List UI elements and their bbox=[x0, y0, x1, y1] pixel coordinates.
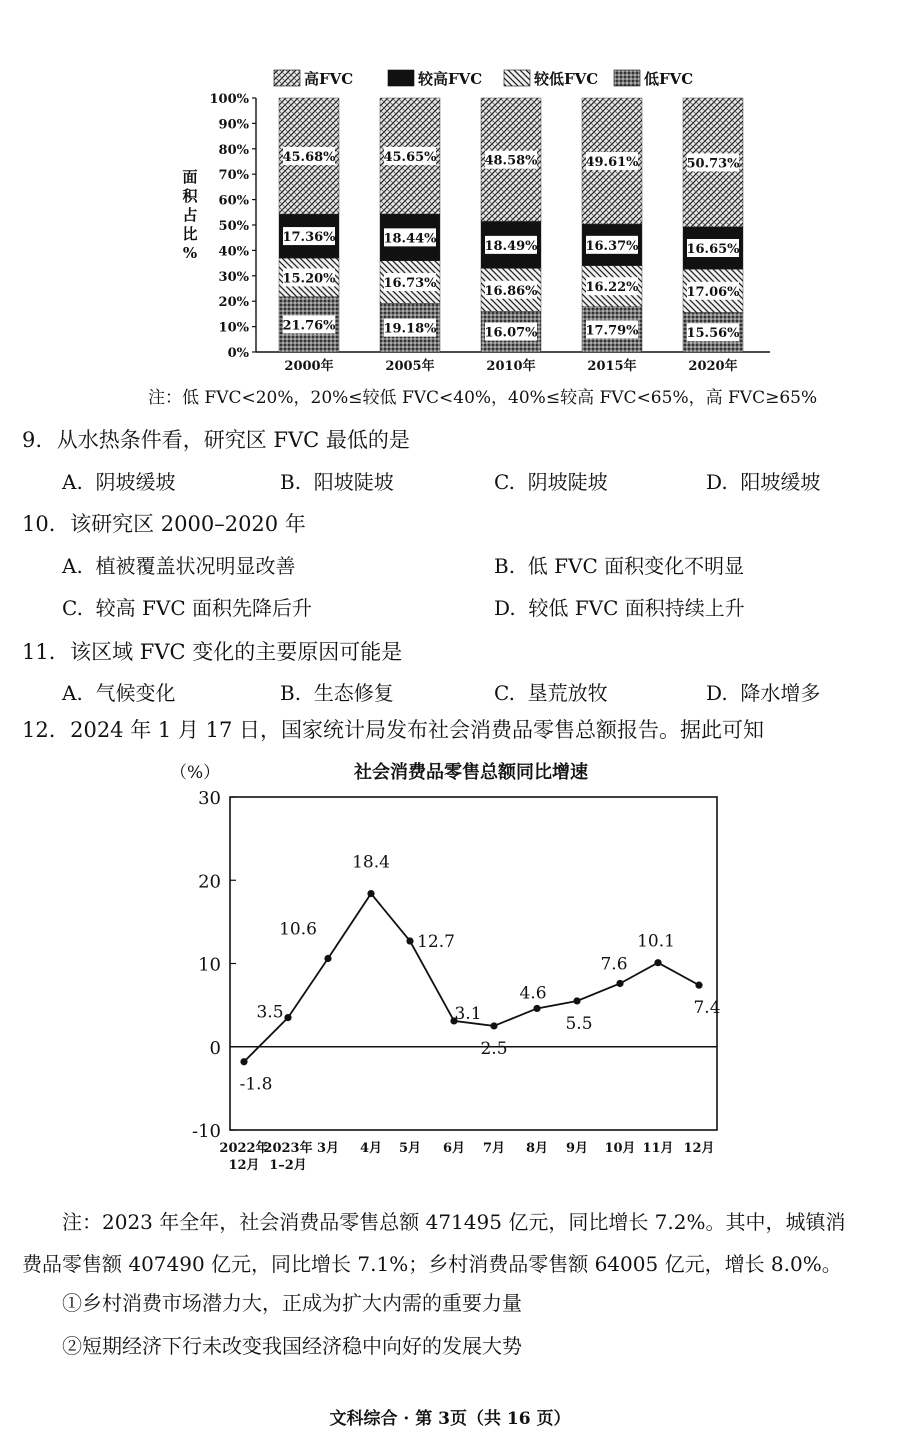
x-tick-label: 11月 bbox=[642, 1141, 674, 1156]
legend-swatch-medium-high bbox=[388, 70, 414, 86]
option-text: 阴坡缓坡 bbox=[95, 470, 176, 494]
q10-option-b[interactable] bbox=[494, 550, 744, 579]
y-label-char: 积 bbox=[182, 187, 198, 205]
data-label: 12.7 bbox=[417, 932, 455, 953]
y-tick-label: 90% bbox=[218, 117, 249, 133]
data-points bbox=[240, 890, 702, 1065]
q11-option-c[interactable] bbox=[494, 677, 608, 706]
x-tick-label: 2022年 bbox=[219, 1141, 269, 1156]
x-axis-ticks bbox=[284, 358, 737, 374]
statement-2: ②短期经济下行未改变我国经济稳中向好的发展大势 bbox=[62, 1334, 522, 1358]
x-tick-label: 2005年 bbox=[385, 359, 435, 374]
bar-data-label: 16.07% bbox=[484, 325, 538, 341]
option-text: 较低 FVC 面积持续上升 bbox=[528, 596, 745, 620]
option-letter: D. bbox=[706, 470, 728, 494]
y-tick-label: -10 bbox=[192, 1121, 221, 1142]
y-label-char: % bbox=[182, 244, 198, 262]
legend-item-low bbox=[614, 70, 693, 88]
fvc-stacked-bar-chart bbox=[0, 0, 900, 400]
q10-option-a[interactable] bbox=[62, 550, 296, 579]
q9-option-b[interactable] bbox=[280, 466, 394, 495]
note2-line2: 费品零售额 407490 亿元，同比增长 7.1%；乡村消费品零售额 64005 亿元，增长 8.0%。 bbox=[22, 1252, 842, 1276]
legend-swatch-low bbox=[614, 70, 640, 86]
question-number: 12. bbox=[22, 718, 56, 742]
bar-data-label: 50.73% bbox=[686, 156, 740, 172]
data-label: 10.1 bbox=[637, 931, 675, 952]
y-tick-label: 0% bbox=[227, 346, 249, 361]
data-point bbox=[654, 959, 661, 966]
option-letter: C. bbox=[62, 596, 83, 620]
option-letter: D. bbox=[494, 596, 516, 620]
option-letter: C. bbox=[494, 470, 515, 494]
option-text: 降水增多 bbox=[740, 681, 821, 705]
question-stem: 2024 年 1 月 17 日，国家统计局发布社会消费品零售总额报告。据此可知 bbox=[70, 718, 764, 742]
bar-data-label: 16.86% bbox=[484, 283, 538, 299]
data-label: 18.4 bbox=[352, 852, 390, 873]
x-tick-label: 1–2月 bbox=[269, 1158, 307, 1173]
x-tick-label: 2020年 bbox=[688, 359, 738, 374]
y-tick-label: 100% bbox=[209, 92, 249, 107]
legend-label-medium-high: 较高FVC bbox=[418, 70, 483, 88]
q9-option-a[interactable] bbox=[62, 466, 176, 495]
q9-option-d[interactable] bbox=[706, 466, 820, 495]
q11-option-a[interactable] bbox=[62, 677, 176, 706]
legend-label-high: 高FVC bbox=[304, 70, 354, 88]
x-tick-label: 2015年 bbox=[587, 359, 637, 374]
option-letter: A. bbox=[62, 681, 83, 705]
data-point bbox=[533, 1005, 540, 1012]
data-label: -1.8 bbox=[239, 1074, 273, 1095]
y-tick-label: 30 bbox=[198, 788, 221, 809]
bar-data-label: 48.58% bbox=[484, 153, 538, 169]
statement-1: ①乡村消费市场潜力大，正成为扩大内需的重要力量 bbox=[62, 1291, 522, 1315]
bar-data-label: 16.22% bbox=[585, 280, 639, 296]
y-tick-label: 0 bbox=[209, 1037, 221, 1059]
bar-data-label: 17.06% bbox=[686, 284, 740, 300]
option-letter: D. bbox=[706, 681, 728, 705]
option-text: 垦荒放牧 bbox=[527, 681, 608, 705]
data-label: 10.6 bbox=[279, 919, 317, 940]
fvc-legend bbox=[274, 70, 693, 88]
legend-swatch-high bbox=[274, 70, 300, 86]
y-tick-label: 80% bbox=[218, 142, 249, 158]
bar-data-label: 16.37% bbox=[585, 238, 639, 254]
bar-data-label: 17.36% bbox=[282, 230, 336, 246]
option-text: 阴坡陡坡 bbox=[527, 470, 608, 494]
data-point bbox=[490, 1022, 497, 1029]
bar-data-label: 18.49% bbox=[484, 238, 538, 254]
y-axis-label bbox=[182, 168, 198, 262]
question-number: 10. bbox=[22, 512, 56, 536]
bar-data-label: 45.65% bbox=[383, 149, 437, 165]
legend-item-medium-high bbox=[388, 70, 482, 88]
bar-data-label: 16.73% bbox=[383, 276, 437, 292]
data-point bbox=[284, 1014, 291, 1021]
option-letter: B. bbox=[280, 470, 302, 494]
x-tick-label: 2010年 bbox=[486, 359, 536, 374]
x-tick-label: 12月 bbox=[683, 1141, 715, 1156]
x-tick-label: 3月 bbox=[316, 1141, 340, 1156]
y-label-char: 比 bbox=[182, 225, 198, 243]
note2-line1: 注：2023 年全年，社会消费品零售总额 471495 亿元，同比增长 7.2%。其中，城镇消 bbox=[62, 1210, 846, 1234]
y-axis-ticks bbox=[210, 92, 257, 361]
retail-growth-line-chart bbox=[0, 750, 900, 1180]
x-tick-label: 10月 bbox=[604, 1141, 636, 1156]
x-tick-label: 5月 bbox=[398, 1141, 422, 1156]
data-point bbox=[695, 982, 702, 989]
question-12 bbox=[22, 714, 764, 744]
question-number: 9. bbox=[22, 428, 43, 452]
bars bbox=[279, 98, 743, 352]
legend-swatch-medium-low bbox=[504, 70, 530, 86]
bar-data-label: 18.44% bbox=[383, 231, 437, 247]
x-tick-label: 2000年 bbox=[284, 359, 334, 374]
y-tick-label: 40% bbox=[218, 244, 249, 260]
chart-title: 社会消费品零售总额同比增速 bbox=[354, 762, 588, 783]
data-labels bbox=[240, 853, 721, 1095]
bar-data-label: 15.20% bbox=[282, 271, 336, 287]
y-label-char: 占 bbox=[182, 206, 198, 224]
bar-data-label: 15.56% bbox=[686, 326, 740, 342]
q11-option-d[interactable] bbox=[706, 677, 820, 706]
q9-option-c[interactable] bbox=[494, 466, 608, 495]
bar-data-label: 16.65% bbox=[686, 241, 740, 257]
y-label-char: 面 bbox=[182, 168, 198, 186]
y-tick-label: 10% bbox=[218, 320, 249, 336]
data-point bbox=[406, 937, 413, 944]
x-tick-label: 6月 bbox=[442, 1141, 466, 1156]
legend-label-medium-low: 较低FVC bbox=[534, 70, 599, 88]
legend-label-low: 低FVC bbox=[644, 70, 694, 88]
question-9 bbox=[22, 424, 410, 454]
x-tick-label: 4月 bbox=[359, 1141, 383, 1156]
option-text: 阳坡缓坡 bbox=[740, 470, 821, 494]
question-number: 11. bbox=[22, 640, 56, 664]
data-label: 3.5 bbox=[256, 1002, 284, 1023]
x-tick-label: 12月 bbox=[228, 1158, 260, 1173]
page-footer: 文科综合 · 第 3页（共 16 页） bbox=[329, 1409, 571, 1429]
bar-data-label: 19.18% bbox=[383, 321, 437, 337]
data-label: 4.6 bbox=[519, 983, 547, 1004]
option-text: 较高 FVC 面积先降后升 bbox=[95, 596, 313, 620]
option-text: 低 FVC 面积变化不明显 bbox=[527, 554, 745, 578]
data-label: 5.5 bbox=[565, 1013, 593, 1034]
y-tick-label: 30% bbox=[218, 269, 249, 285]
option-text: 阳坡陡坡 bbox=[313, 470, 394, 494]
x-axis-ticks bbox=[219, 1140, 714, 1173]
data-label: 2.5 bbox=[480, 1038, 508, 1059]
data-label: 7.6 bbox=[600, 954, 628, 975]
option-text: 气候变化 bbox=[95, 681, 176, 705]
y-tick-label: 60% bbox=[218, 193, 249, 209]
option-letter: A. bbox=[62, 554, 83, 578]
x-tick-label: 9月 bbox=[565, 1141, 589, 1156]
question-stem: 该研究区 2000–2020 年 bbox=[70, 512, 306, 536]
fvc-note: 注：低 FVC<20%，20%≤较低 FVC<40%，40%≤较高 FVC<65%，高 FVC≥65% bbox=[148, 388, 818, 408]
legend-item-high bbox=[274, 70, 353, 88]
x-tick-label: 7月 bbox=[482, 1141, 506, 1156]
x-tick-label: 2023年 bbox=[263, 1141, 313, 1156]
data-point bbox=[573, 997, 580, 1004]
x-tick-label: 8月 bbox=[525, 1141, 549, 1156]
bar-data-label: 21.76% bbox=[282, 318, 336, 334]
y-tick-label: 10 bbox=[198, 954, 221, 976]
y-tick-label: 70% bbox=[218, 168, 249, 184]
question-stem: 该区域 FVC 变化的主要原因可能是 bbox=[70, 640, 403, 664]
bar-data-label: 45.68% bbox=[282, 150, 336, 166]
option-text: 植被覆盖状况明显改善 bbox=[95, 554, 296, 578]
q10-option-c[interactable] bbox=[62, 592, 312, 621]
data-label: 7.4 bbox=[693, 998, 721, 1019]
option-letter: B. bbox=[494, 554, 516, 578]
legend-item-medium-low bbox=[504, 70, 598, 88]
data-point bbox=[240, 1058, 247, 1065]
option-letter: A. bbox=[62, 470, 83, 494]
option-letter: C. bbox=[494, 681, 515, 705]
y-tick-label: 50% bbox=[218, 219, 249, 234]
data-point bbox=[616, 980, 623, 987]
option-text: 生态修复 bbox=[313, 681, 394, 705]
q11-option-b[interactable] bbox=[280, 677, 394, 706]
question-10 bbox=[22, 508, 306, 538]
y-tick-label: 20 bbox=[198, 871, 221, 893]
question-11 bbox=[22, 636, 402, 666]
plot-frame bbox=[230, 797, 717, 1130]
option-letter: B. bbox=[280, 681, 302, 705]
data-point bbox=[324, 955, 331, 962]
data-label: 3.1 bbox=[454, 1003, 482, 1024]
y-unit-label: （%） bbox=[170, 763, 221, 783]
bar-data-label: 49.61% bbox=[585, 155, 639, 171]
question-stem: 从水热条件看，研究区 FVC 最低的是 bbox=[56, 428, 410, 452]
y-tick-label: 20% bbox=[218, 295, 249, 311]
data-point bbox=[367, 890, 374, 897]
bar-data-label: 17.79% bbox=[585, 323, 639, 339]
q10-option-d[interactable] bbox=[494, 592, 745, 621]
